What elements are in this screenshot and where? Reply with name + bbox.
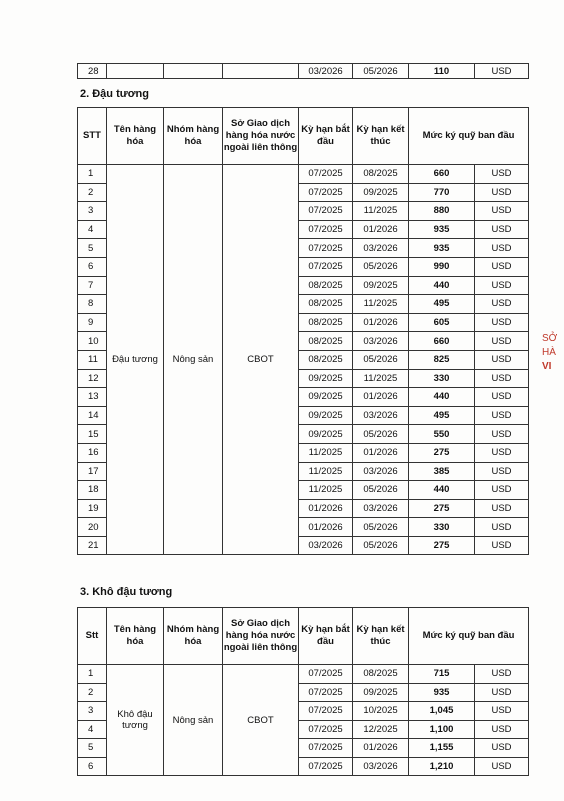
soybean-meal-table [77,607,529,776]
cell-margin: 770 [409,183,475,202]
cell-from: 01/2026 [299,518,353,537]
cell-from: 09/2025 [299,406,353,425]
cell-from: 11/2025 [299,481,353,500]
cell-currency: USD [475,665,529,684]
cell-currency: USD [475,683,529,702]
red-stamp [542,312,564,422]
cell-to: 05/2026 [353,518,409,537]
cell-margin: 935 [409,683,475,702]
cell-to: 03/2026 [353,462,409,481]
cell-to: 09/2025 [353,683,409,702]
cell-margin: 990 [409,257,475,276]
cell-margin: 440 [409,388,475,407]
cell-from: 09/2025 [299,388,353,407]
cell-stt: 4 [78,720,107,739]
cell-from: 09/2025 [299,425,353,444]
cell-to: 05/2026 [353,425,409,444]
cell-from: 07/2025 [299,665,353,684]
cell-currency: USD [475,499,529,518]
cell-to: 03/2026 [353,332,409,351]
top-table [77,63,529,79]
cell-from: 11/2025 [299,443,353,462]
cell-stt: 9 [78,313,107,332]
cell-stt: 17 [78,462,107,481]
cell-from: 07/2025 [299,183,353,202]
cell-to: 11/2025 [353,369,409,388]
cell-currency: USD [475,332,529,351]
section-title: 3. Khô đậu tương [80,586,173,598]
cell-currency: USD [475,239,529,258]
cell-to: 11/2025 [353,202,409,221]
cell-from: 07/2025 [299,739,353,758]
cell-margin: 715 [409,665,475,684]
cell-from: 07/2025 [299,757,353,776]
cell-margin: 1,045 [409,702,475,721]
cell-stt: 14 [78,406,107,425]
cell-group: Nông sản [164,665,223,776]
cell-stt: 20 [78,518,107,537]
table-row [78,165,529,184]
cell-from: 07/2025 [299,683,353,702]
cell-currency: USD [475,350,529,369]
stamp-text: VI [542,361,552,372]
header-margin: Mức ký quỹ ban đầu [409,608,529,665]
cell-margin: 495 [409,406,475,425]
cell-margin: 385 [409,462,475,481]
header-name: Tên hàng hóa [107,108,164,165]
cell-stt: 8 [78,295,107,314]
cell-from: 07/2025 [299,720,353,739]
cell-margin: 605 [409,313,475,332]
cell-to: 01/2026 [353,388,409,407]
cell-currency: USD [475,425,529,444]
cell-stt: 4 [78,220,107,239]
cell-group: Nông sản [164,165,223,555]
cell-to: 05/2026 [353,257,409,276]
cell-to: 05/2026 [353,350,409,369]
cell-to: 09/2025 [353,183,409,202]
cell-stt: 15 [78,425,107,444]
cell-stt: 6 [78,757,107,776]
cell-currency: USD [475,702,529,721]
cell-to: 01/2026 [353,313,409,332]
cell-margin: 660 [409,332,475,351]
header-stt: Stt [78,608,107,665]
cell-currency: USD [475,720,529,739]
soybean-table [77,107,529,555]
cell-currency: USD [475,183,529,202]
cell-to: 03/2026 [353,239,409,258]
header-from: Kỳ hạn bắt đầu [299,608,353,665]
cell-to: 05/2026 [353,481,409,500]
cell-stt: 10 [78,332,107,351]
cell-margin: 660 [409,165,475,184]
cell-from: 07/2025 [299,165,353,184]
cell-to: 11/2025 [353,295,409,314]
cell-exchange: CBOT [223,665,299,776]
cell-stt: 2 [78,183,107,202]
header-exchange: Sở Giao dịch hàng hóa nước ngoài liên thông [223,608,299,665]
cell-stt: 16 [78,443,107,462]
cell-currency: USD [475,757,529,776]
header-group: Nhóm hàng hóa [164,608,223,665]
cell-currency: USD [475,739,529,758]
cell-margin: 330 [409,518,475,537]
cell-currency: USD [475,276,529,295]
cell-margin: 110 [409,64,475,79]
cell-margin: 275 [409,536,475,555]
cell-stt: 5 [78,239,107,258]
cell-currency: USD [475,202,529,221]
cell-to: 08/2025 [353,665,409,684]
cell-to: 01/2026 [353,443,409,462]
header-name: Tên hàng hóa [107,608,164,665]
cell-margin: 275 [409,499,475,518]
cell-stt: 3 [78,702,107,721]
cell-margin: 880 [409,202,475,221]
cell-stt: 5 [78,739,107,758]
cell-margin: 440 [409,276,475,295]
cell-currency: USD [475,295,529,314]
cell-to: 09/2025 [353,276,409,295]
cell-exchange: CBOT [223,165,299,555]
cell-from: 07/2025 [299,202,353,221]
header-exchange: Sở Giao dịch hàng hóa nước ngoài liên thông [223,108,299,165]
cell-from: 08/2025 [299,350,353,369]
cell-currency: USD [475,388,529,407]
cell-currency: USD [475,369,529,388]
stamp-text: HÀ [542,347,556,358]
cell-stt: 3 [78,202,107,221]
cell-to: 01/2026 [353,739,409,758]
cell-currency: USD [475,257,529,276]
cell-margin: 330 [409,369,475,388]
cell-margin: 1,210 [409,757,475,776]
cell-empty [107,64,164,79]
cell-stt: 18 [78,481,107,500]
cell-stt: 21 [78,536,107,555]
cell-currency: USD [475,462,529,481]
cell-stt: 12 [78,369,107,388]
cell-to: 12/2025 [353,720,409,739]
cell-margin: 440 [409,481,475,500]
cell-margin: 275 [409,443,475,462]
cell-from: 08/2025 [299,313,353,332]
cell-currency: USD [475,165,529,184]
cell-to: 03/2026 [353,499,409,518]
cell-margin: 495 [409,295,475,314]
cell-margin: 935 [409,239,475,258]
cell-stt: 13 [78,388,107,407]
cell-currency: USD [475,536,529,555]
cell-currency: USD [475,313,529,332]
header-group: Nhóm hàng hóa [164,108,223,165]
cell-empty [223,64,299,79]
cell-margin: 825 [409,350,475,369]
cell-margin: 1,155 [409,739,475,758]
cell-empty [164,64,223,79]
cell-stt: 11 [78,350,107,369]
header-from: Kỳ hạn bắt đầu [299,108,353,165]
cell-from: 08/2025 [299,276,353,295]
cell-to: 03/2026 [353,406,409,425]
cell-margin: 935 [409,220,475,239]
section-title: 2. Đậu tương [80,88,149,100]
header-stt: STT [78,108,107,165]
cell-to: 01/2026 [353,220,409,239]
header-margin: Mức ký quỹ ban đầu [409,108,529,165]
cell-from: 07/2025 [299,220,353,239]
cell-stt: 1 [78,665,107,684]
cell-currency: USD [475,64,529,79]
cell-from: 11/2025 [299,462,353,481]
stamp-text: SỞ [542,333,558,344]
cell-margin: 550 [409,425,475,444]
cell-to: 03/2026 [353,757,409,776]
header-to: Kỳ hạn kết thúc [353,608,409,665]
cell-from: 08/2025 [299,332,353,351]
cell-stt: 7 [78,276,107,295]
cell-to: 05/2026 [353,536,409,555]
header-to: Kỳ hạn kết thúc [353,108,409,165]
cell-from: 07/2025 [299,239,353,258]
table-row [78,665,529,684]
cell-currency: USD [475,518,529,537]
cell-from: 09/2025 [299,369,353,388]
cell-from: 01/2026 [299,499,353,518]
cell-to: 05/2026 [353,64,409,79]
cell-currency: USD [475,220,529,239]
cell-from: 07/2025 [299,702,353,721]
cell-name: Khô đậu tương [107,665,164,776]
cell-from: 07/2025 [299,257,353,276]
cell-from: 03/2026 [299,64,353,79]
cell-margin: 1,100 [409,720,475,739]
cell-stt: 2 [78,683,107,702]
cell-from: 03/2026 [299,536,353,555]
cell-from: 08/2025 [299,295,353,314]
cell-stt: 6 [78,257,107,276]
cell-stt: 19 [78,499,107,518]
cell-name: Đậu tương [107,165,164,555]
cell-stt: 1 [78,165,107,184]
cell-currency: USD [475,406,529,425]
cell-currency: USD [475,443,529,462]
cell-to: 10/2025 [353,702,409,721]
cell-currency: USD [475,481,529,500]
cell-to: 08/2025 [353,165,409,184]
cell-stt: 28 [78,64,107,79]
